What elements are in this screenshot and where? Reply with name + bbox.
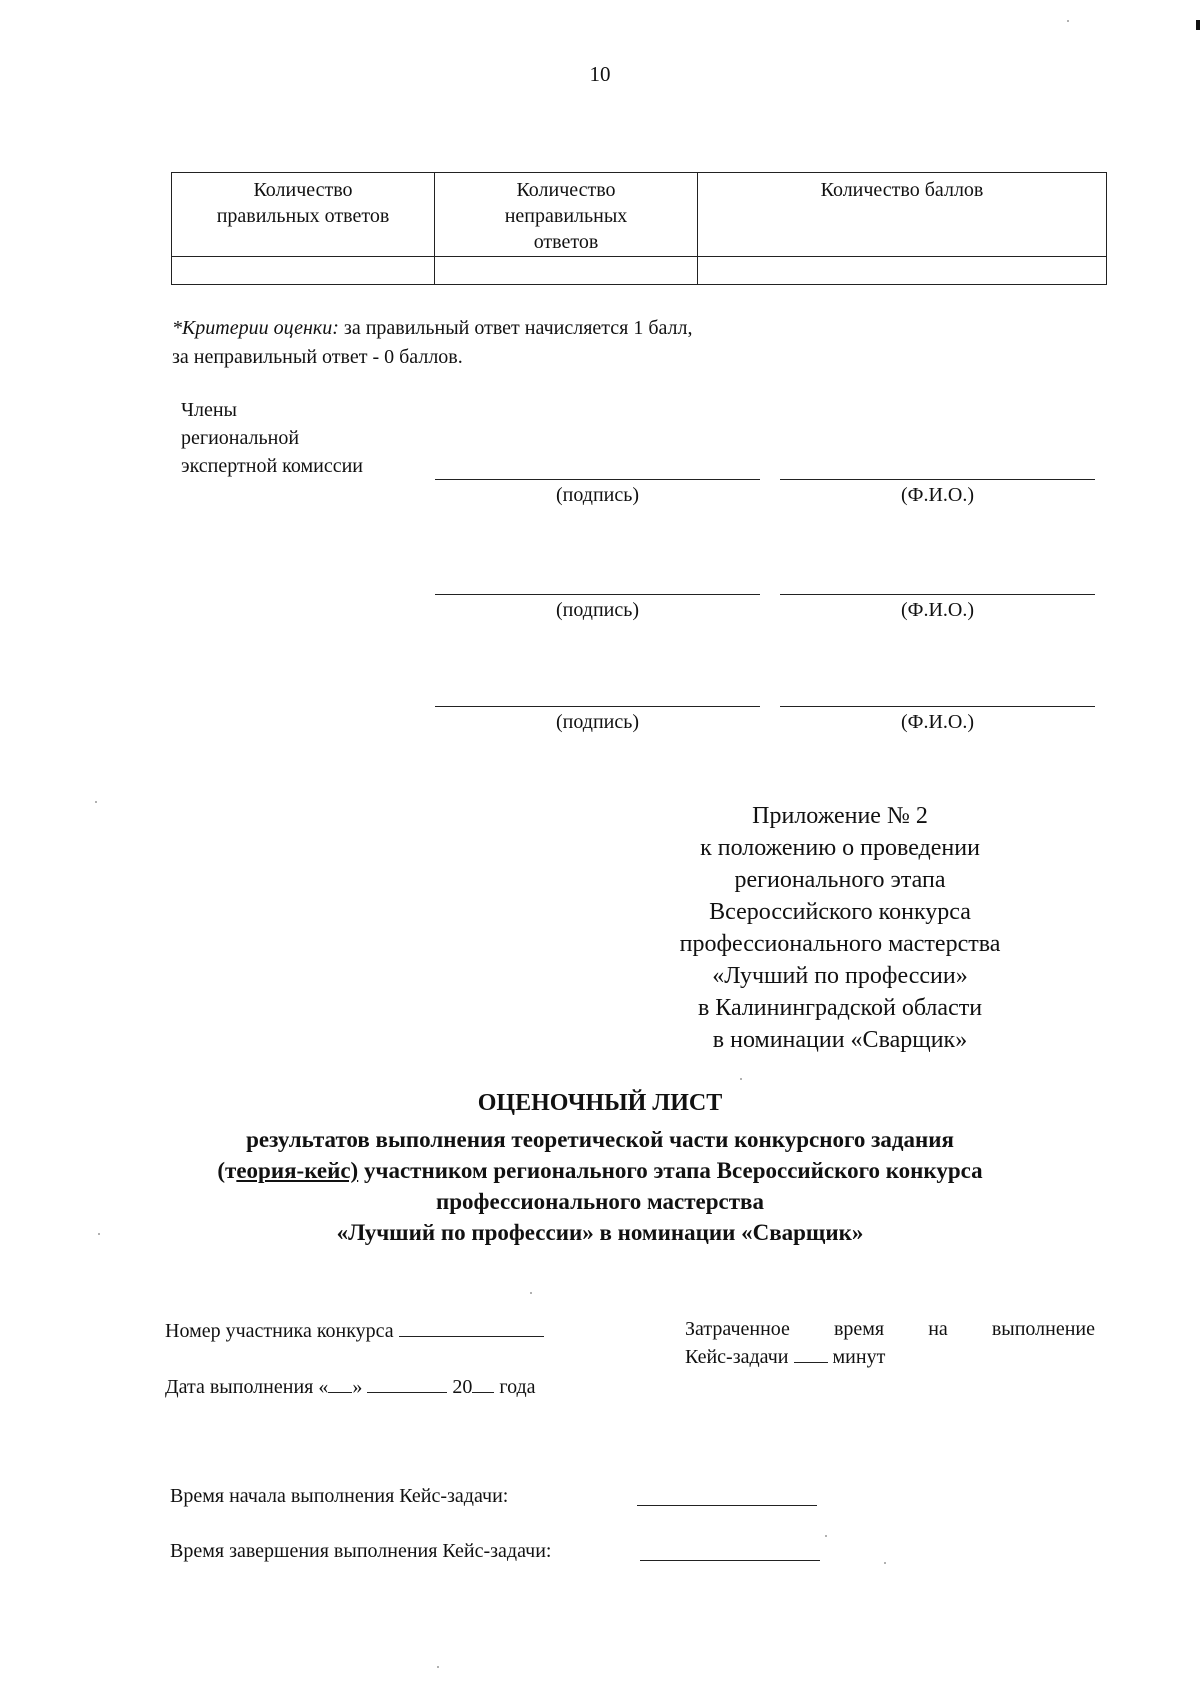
table-cell — [172, 257, 435, 285]
subtitle-underlined: еория-кейс) — [236, 1158, 359, 1183]
end-time-field — [170, 1540, 551, 1563]
start-time-label: Время начала выполнения Кейс-задачи: — [170, 1485, 509, 1507]
subtitle-suffix: участником регионального этапа Всероссийского конкурса — [358, 1158, 983, 1183]
date-month-blank[interactable] — [367, 1374, 447, 1393]
time-spent-blank[interactable] — [794, 1344, 828, 1363]
signature-caption: (подпись) — [555, 711, 640, 733]
header-line: ответов — [533, 231, 599, 253]
signature-caption: (подпись) — [555, 599, 640, 621]
time-spent-line-1 — [685, 1315, 1095, 1343]
appendix-line: Всероссийского конкурса — [709, 899, 971, 925]
table-cell — [698, 257, 1107, 285]
header-wrong-answers — [435, 173, 698, 257]
appendix-block — [560, 800, 1120, 1056]
time-spent-word: выполнение — [991, 1318, 1095, 1340]
name-caption: (Ф.И.О.) — [900, 711, 974, 733]
scan-speck — [530, 1292, 532, 1294]
name-line — [780, 479, 1095, 480]
date-day-blank[interactable] — [328, 1374, 352, 1393]
header-line: Количество — [253, 179, 353, 201]
signature-caption: (подпись) — [555, 484, 640, 506]
time-spent-word: Затраченное — [685, 1318, 790, 1340]
table-cell — [435, 257, 698, 285]
commission-label-line: экспертной комиссии — [181, 455, 363, 477]
time-spent-prefix: Кейс-задачи — [685, 1346, 789, 1368]
appendix-line: «Лучший по профессии» — [712, 963, 968, 989]
criteria-label: *Критерии оценки: — [172, 317, 339, 339]
name-line — [780, 706, 1095, 707]
participant-number-label: Номер участника конкурса — [165, 1320, 394, 1342]
sheet-subtitle — [0, 1124, 1200, 1248]
start-time-blank[interactable] — [637, 1505, 817, 1506]
criteria-note — [172, 314, 693, 372]
appendix-line: к положению о проведении — [700, 835, 980, 861]
time-spent-field — [685, 1315, 1095, 1371]
time-spent-word: на — [928, 1318, 948, 1340]
time-spent-word: время — [833, 1318, 885, 1340]
appendix-line: Приложение № 2 — [752, 803, 928, 829]
time-spent-suffix: минут — [832, 1346, 886, 1368]
signature-line — [435, 479, 760, 480]
subtitle-line: профессионального мастерства — [436, 1189, 764, 1214]
subtitle-line — [0, 1155, 1200, 1186]
date-year-suffix: года — [499, 1376, 536, 1398]
header-line: правильных ответов — [216, 205, 390, 227]
table-header-row — [172, 173, 1107, 257]
commission-label — [181, 396, 363, 480]
scan-mark — [1196, 20, 1200, 30]
date-label: Дата выполнения « — [165, 1376, 329, 1398]
signature-line — [435, 594, 760, 595]
scan-speck — [1067, 20, 1069, 22]
date-field — [165, 1374, 536, 1399]
name-caption: (Ф.И.О.) — [900, 599, 974, 621]
criteria-line-1 — [172, 314, 693, 343]
name-caption: (Ф.И.О.) — [900, 484, 974, 506]
scan-speck — [740, 1078, 742, 1080]
header-correct-answers — [172, 173, 435, 257]
start-time-field — [170, 1485, 508, 1508]
page-number: 10 — [589, 62, 611, 86]
appendix-line: регионального этапа — [734, 867, 946, 893]
sheet-title: ОЦЕНОЧНЫЙ ЛИСТ — [477, 1090, 723, 1116]
score-table — [171, 172, 1107, 285]
subtitle-line: результатов выполнения теоретической части конкурсного задания — [246, 1127, 954, 1152]
end-time-label: Время завершения выполнения Кейс-задачи: — [170, 1540, 552, 1562]
date-mid: » — [352, 1376, 363, 1398]
header-line: Количество — [516, 179, 616, 201]
appendix-line: в Калининградской области — [697, 995, 983, 1021]
name-line — [780, 594, 1095, 595]
criteria-text: за правильный ответ начисляется 1 балл, — [338, 317, 693, 339]
date-year-blank[interactable] — [472, 1374, 494, 1393]
subtitle-line: «Лучший по профессии» в номинации «Сварщик» — [336, 1220, 864, 1245]
table-row — [172, 257, 1107, 285]
scan-speck — [98, 1233, 100, 1235]
scan-speck — [825, 1535, 827, 1537]
subtitle-prefix: (т — [217, 1158, 237, 1183]
criteria-line-2: за неправильный ответ - 0 баллов. — [172, 346, 463, 368]
end-time-blank[interactable] — [640, 1560, 820, 1561]
participant-number-blank[interactable] — [399, 1318, 544, 1337]
participant-number-field — [165, 1318, 544, 1343]
header-line: неправильных — [504, 205, 628, 227]
scan-speck — [437, 1666, 439, 1668]
commission-label-line: региональной — [181, 427, 300, 449]
scan-speck — [95, 801, 97, 803]
appendix-line: профессионального мастерства — [679, 931, 1001, 957]
date-year-prefix: 20 — [452, 1376, 473, 1398]
scan-speck — [884, 1562, 886, 1564]
header-score — [698, 173, 1107, 257]
commission-label-line: Члены — [181, 399, 237, 421]
appendix-line: в номинации «Сварщик» — [712, 1027, 968, 1053]
time-spent-line-2 — [685, 1343, 1095, 1371]
header-line: Количество баллов — [820, 179, 984, 201]
signature-line — [435, 706, 760, 707]
